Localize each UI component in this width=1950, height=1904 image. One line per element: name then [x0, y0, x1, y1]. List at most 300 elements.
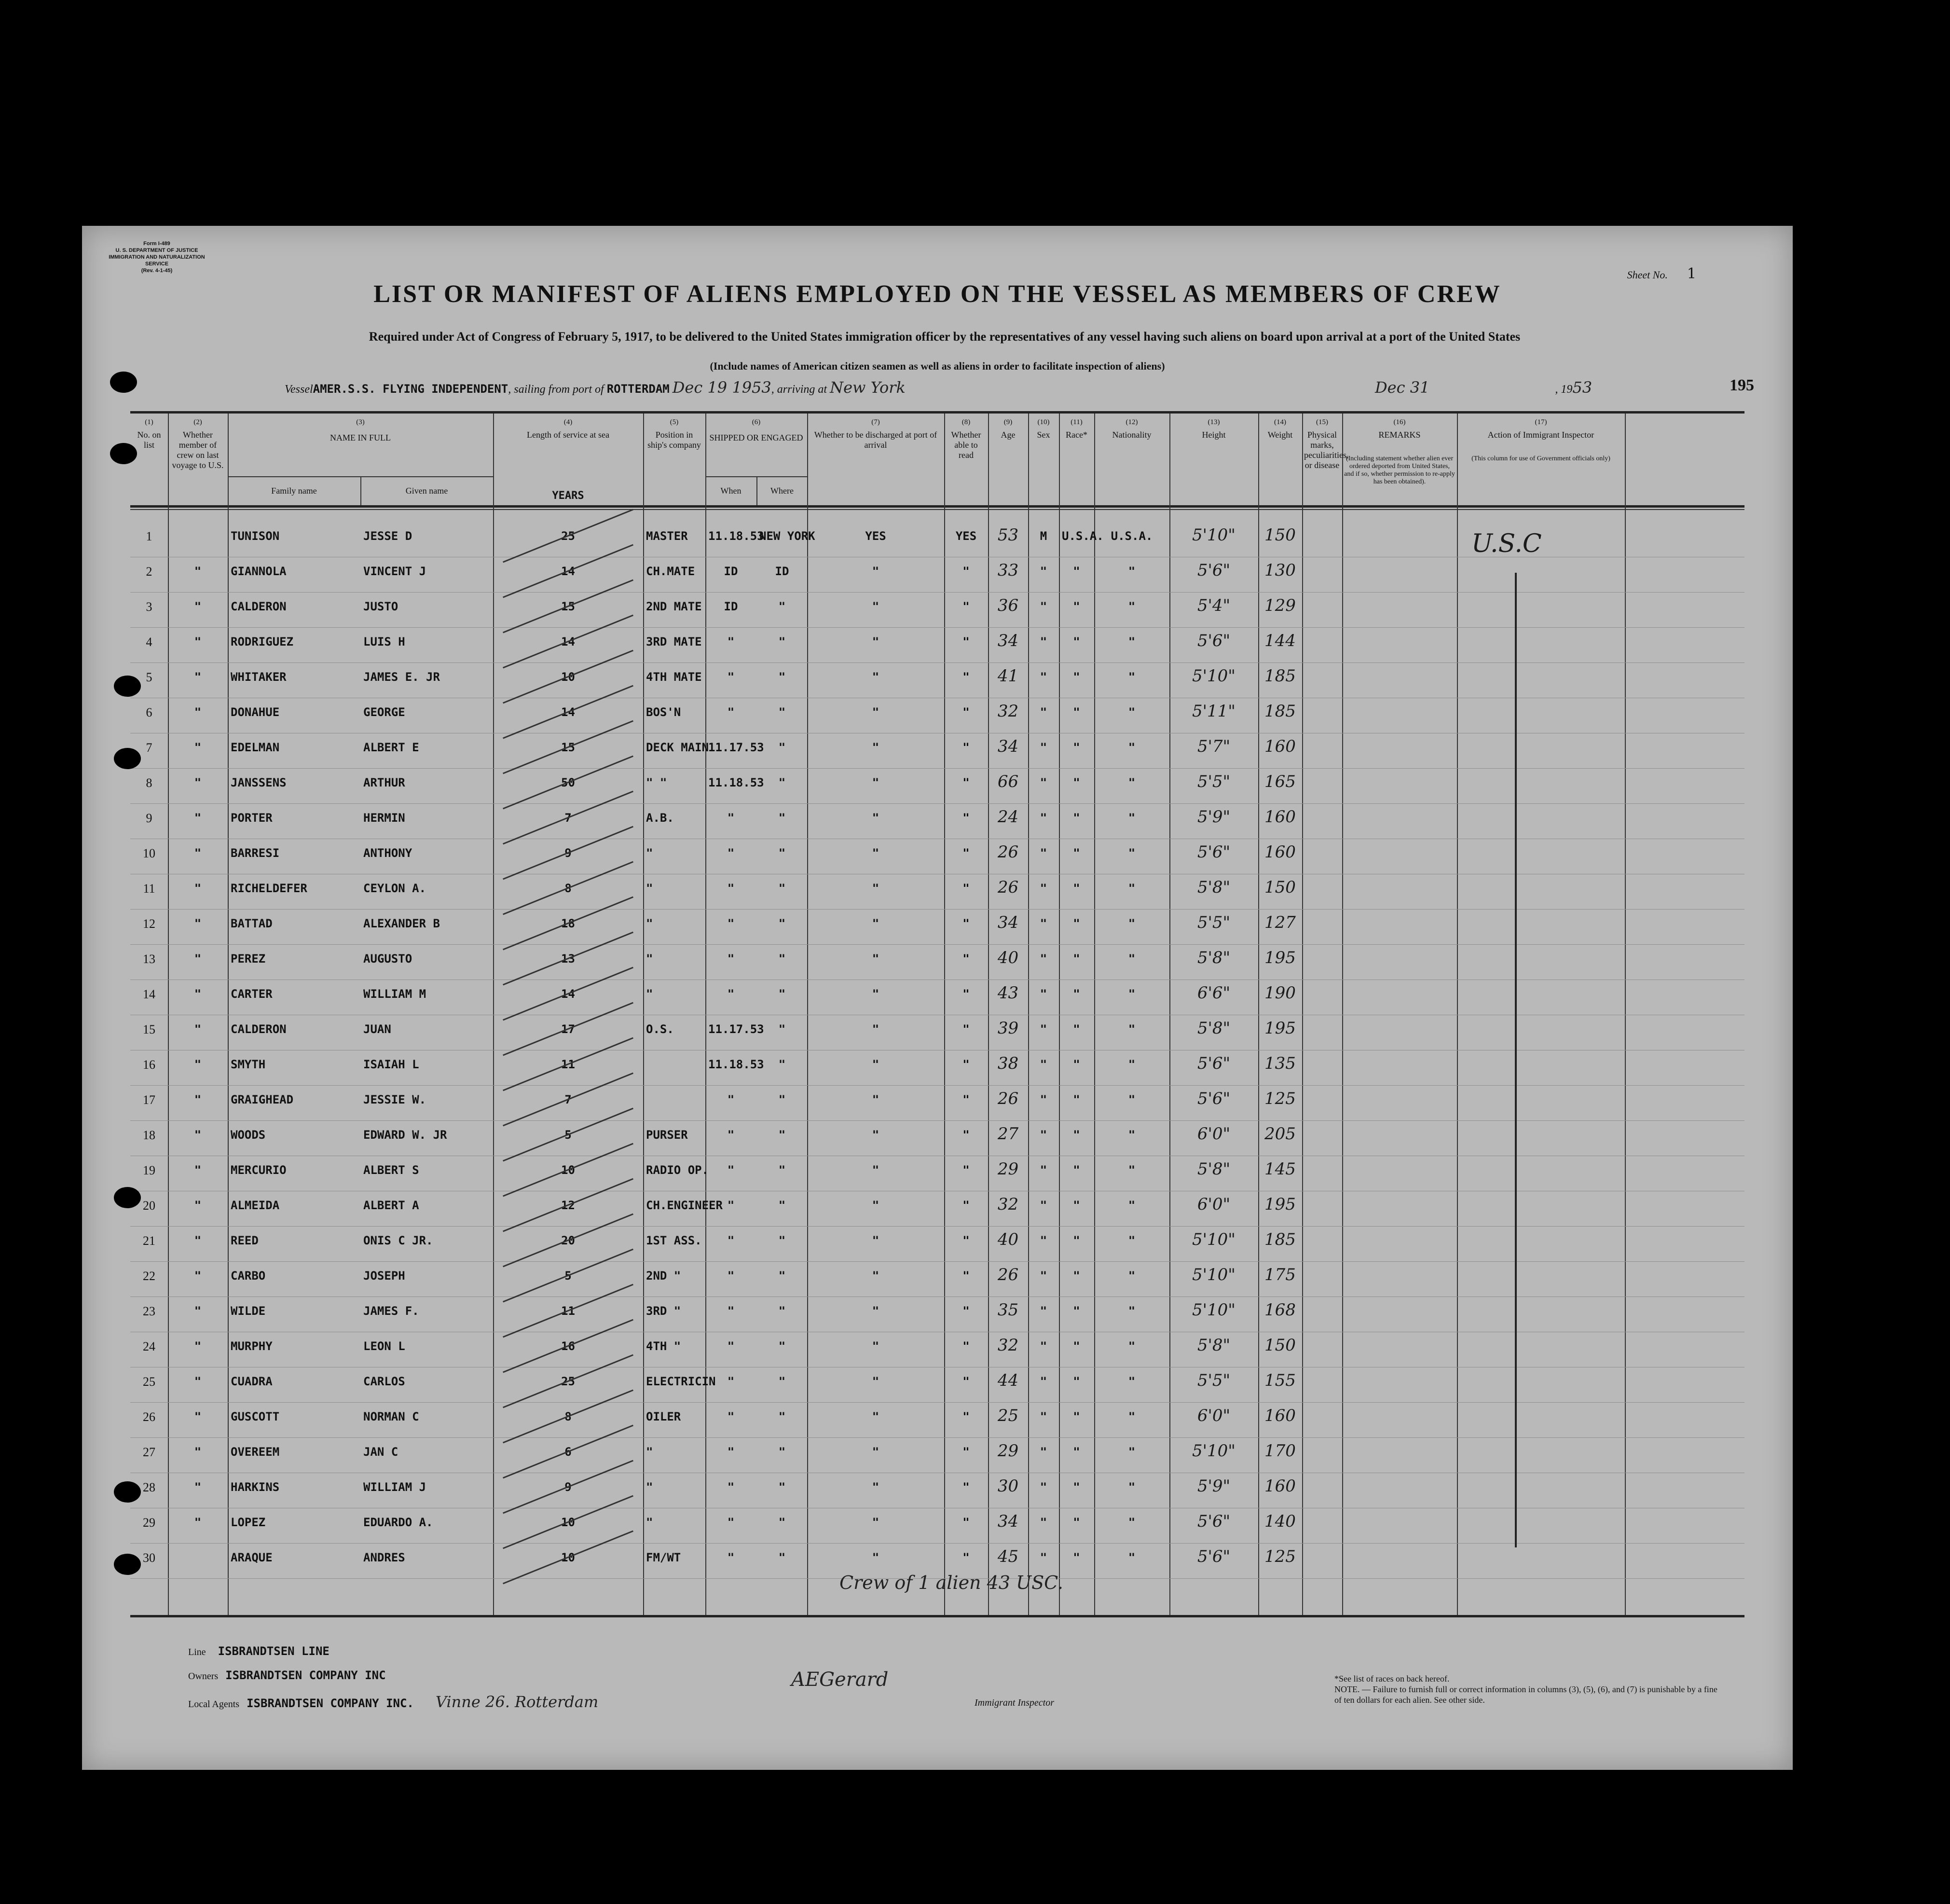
column-header: REMARKS	[1378, 430, 1421, 440]
cell-where: "	[778, 1163, 786, 1177]
column-divider	[1028, 414, 1029, 1615]
cell-nat: "	[1128, 1163, 1136, 1177]
cell-where: ID	[775, 565, 789, 578]
cell-age: 24	[997, 807, 1019, 827]
column-header: No. on list	[137, 430, 161, 450]
cell-where: "	[778, 600, 786, 613]
cell-sex: "	[1040, 846, 1047, 860]
cell-nat: "	[1128, 1269, 1136, 1283]
cell-age: 33	[997, 561, 1019, 580]
cell-last: "	[194, 1022, 202, 1036]
cell-position: 3RD "	[646, 1304, 681, 1318]
cell-position: "	[646, 1516, 653, 1529]
cell-height: 5'6"	[1197, 1089, 1231, 1108]
cell-family: MERCURIO	[231, 1163, 287, 1177]
cell-given: GEORGE	[363, 705, 405, 719]
cell-nat: "	[1128, 1551, 1136, 1564]
column-number: (7)	[871, 418, 880, 426]
cell-height: 5'8"	[1197, 1019, 1231, 1038]
cell-last: "	[194, 1516, 202, 1529]
column-divider	[1059, 414, 1060, 1615]
column-number: (14)	[1274, 418, 1286, 426]
cell-where: "	[778, 1269, 786, 1283]
cell-no: 10	[143, 846, 155, 860]
cell-no: 27	[143, 1445, 155, 1459]
cell-disch: YES	[865, 529, 886, 543]
cell-when: "	[727, 846, 735, 860]
cell-last: "	[194, 1269, 202, 1283]
cell-race: "	[1073, 1093, 1080, 1106]
cell-race: "	[1073, 1480, 1080, 1494]
cell-years: 17	[561, 1022, 575, 1036]
column-header: SHIPPED OR ENGAGED	[709, 433, 803, 442]
cell-given: ALBERT A	[363, 1199, 419, 1212]
cell-when: 11.18.53	[708, 529, 764, 543]
cell-disch: "	[872, 776, 879, 789]
cell-years: 20	[561, 1234, 575, 1247]
column-divider	[944, 414, 945, 1615]
cell-years: 18	[561, 917, 575, 930]
cell-position: " "	[646, 776, 667, 789]
cell-where: "	[778, 776, 786, 789]
cell-sex: "	[1040, 565, 1047, 578]
row-rule	[130, 909, 1744, 910]
cell-family: RICHELDEFER	[231, 882, 307, 895]
cell-sex: "	[1040, 952, 1047, 966]
cell-age: 40	[997, 948, 1019, 967]
cell-where: "	[778, 846, 786, 860]
cell-race: "	[1073, 1445, 1080, 1459]
cell-where: "	[778, 882, 786, 895]
cell-sex: "	[1040, 741, 1047, 754]
cell-sex: "	[1040, 811, 1047, 825]
row-rule	[130, 1402, 1744, 1403]
column-header: Action of Immigrant Inspector	[1487, 430, 1594, 440]
cell-race: "	[1073, 1058, 1080, 1071]
column-header: Physical marks, peculiarities, or disease	[1304, 430, 1349, 470]
agents-place: Vinne 26. Rotterdam	[435, 1693, 599, 1711]
cell-when: "	[727, 952, 735, 966]
cell-read: "	[962, 1410, 970, 1423]
cell-read: "	[962, 1269, 970, 1283]
column-number: (2)	[193, 418, 202, 426]
cell-weight: 175	[1264, 1265, 1296, 1284]
cell-age: 25	[997, 1406, 1019, 1425]
cell-nat: "	[1128, 705, 1136, 719]
row-rule	[130, 1120, 1744, 1121]
cell-position: CH.MATE	[646, 565, 695, 578]
cell-last: "	[194, 1410, 202, 1423]
cell-where: "	[778, 1093, 786, 1106]
cell-weight: 144	[1264, 631, 1296, 650]
cell-family: LOPEZ	[231, 1516, 266, 1529]
cell-disch: "	[872, 741, 879, 754]
cell-nat: "	[1128, 1480, 1136, 1494]
cell-disch: "	[872, 1093, 879, 1106]
cell-position: "	[646, 1445, 653, 1459]
column-divider	[1302, 414, 1303, 1615]
cell-disch: "	[872, 882, 879, 895]
cell-position: PURSER	[646, 1128, 688, 1142]
cell-sex: "	[1040, 1093, 1047, 1106]
cell-no: 3	[146, 600, 152, 614]
cell-nat: "	[1128, 1199, 1136, 1212]
cell-family: REED	[231, 1234, 259, 1247]
manifest-sheet	[82, 226, 1793, 1770]
cell-height: 5'10"	[1192, 1300, 1236, 1320]
column-header: Race*	[1066, 430, 1087, 440]
cell-when: "	[727, 705, 735, 719]
cell-position: "	[646, 882, 653, 895]
cell-age: 32	[997, 1195, 1019, 1214]
cell-family: ARAQUE	[231, 1551, 273, 1564]
cell-years: 10	[561, 1516, 575, 1529]
arriving-label: , arriving at	[771, 383, 827, 396]
column-note: (Including statement whether alien ever ordered deported from United States, and if so, whether permission to re-apply has been obtained).	[1344, 455, 1455, 485]
cell-race: "	[1073, 1128, 1080, 1142]
cell-disch: "	[872, 1445, 879, 1459]
footnote	[1334, 1673, 1720, 1705]
column-number: (13)	[1208, 418, 1220, 426]
cell-race: "	[1073, 635, 1080, 648]
page-number: 195	[1730, 376, 1754, 394]
cell-no: 28	[143, 1480, 155, 1494]
cell-when: "	[727, 1339, 735, 1353]
cell-years: 15	[561, 600, 575, 613]
cell-weight: 195	[1264, 1019, 1296, 1038]
cell-given: EDWARD W. JR	[363, 1128, 447, 1142]
cell-weight: 135	[1264, 1054, 1296, 1073]
cell-no: 12	[143, 917, 155, 931]
cell-given: LEON L	[363, 1339, 405, 1353]
cell-sex: "	[1040, 1339, 1047, 1353]
cell-read: "	[962, 741, 970, 754]
cell-disch: "	[872, 1163, 879, 1177]
cell-no: 4	[146, 635, 152, 649]
cell-when: "	[727, 635, 735, 648]
cell-position: BOS'N	[646, 705, 681, 719]
cell-years: 14	[561, 987, 575, 1001]
cell-read: "	[962, 635, 970, 648]
departure-port: ROTTERDAM	[606, 382, 670, 396]
cell-where: "	[778, 1058, 786, 1071]
cell-height: 5'5"	[1197, 1371, 1231, 1390]
cell-years: 5	[564, 1269, 572, 1283]
cell-given: JUSTO	[363, 600, 398, 613]
cell-weight: 205	[1264, 1124, 1296, 1144]
cell-when: "	[727, 1128, 735, 1142]
cell-sex: "	[1040, 882, 1047, 895]
cell-no: 18	[143, 1128, 155, 1142]
cell-read: "	[962, 1480, 970, 1494]
cell-race: "	[1073, 1375, 1080, 1388]
cell-weight: 168	[1264, 1300, 1296, 1320]
cell-nat: U.S.A.	[1111, 529, 1153, 543]
form-number: Form I-489	[143, 241, 170, 247]
cell-no: 25	[143, 1375, 155, 1389]
column-number: (15)	[1316, 418, 1328, 426]
cell-given: WILLIAM J	[363, 1480, 426, 1494]
cell-last: "	[194, 846, 202, 860]
cell-no: 14	[143, 987, 155, 1001]
cell-age: 32	[997, 702, 1019, 721]
column-header: Position in ship's company	[647, 430, 701, 450]
row-rule	[130, 1543, 1744, 1544]
cell-given: JESSIE W.	[363, 1093, 426, 1106]
cell-given: ALEXANDER B	[363, 917, 440, 930]
cell-read: "	[962, 1304, 970, 1318]
cell-given: HERMIN	[363, 811, 405, 825]
cell-age: 66	[997, 772, 1019, 791]
cell-disch: "	[872, 987, 879, 1001]
cell-read: "	[962, 952, 970, 966]
cell-family: BATTAD	[231, 917, 273, 930]
summary-note: Crew of 1 alien 43 USC.	[839, 1572, 1063, 1593]
cell-height: 6'0"	[1197, 1195, 1231, 1214]
cell-height: 6'6"	[1197, 983, 1231, 1003]
cell-height: 5'10"	[1192, 1230, 1236, 1249]
cell-family: PORTER	[231, 811, 273, 825]
cell-years: 10	[561, 1551, 575, 1564]
cell-disch: "	[872, 705, 879, 719]
column-divider	[1258, 414, 1259, 1615]
cell-last: "	[194, 882, 202, 895]
cell-weight: 150	[1264, 525, 1296, 545]
cell-last: "	[194, 1163, 202, 1177]
cell-race: "	[1073, 565, 1080, 578]
cell-last: "	[194, 705, 202, 719]
cell-where: "	[778, 987, 786, 1001]
cell-age: 30	[997, 1476, 1019, 1496]
cell-race: "	[1073, 1022, 1080, 1036]
cell-given: ANTHONY	[363, 846, 412, 860]
cell-when: "	[727, 1480, 735, 1494]
cell-given: ONIS C JR.	[363, 1234, 433, 1247]
cell-age: 39	[997, 1019, 1019, 1038]
cell-weight: 170	[1264, 1441, 1296, 1461]
cell-disch: "	[872, 1480, 879, 1494]
line-label: Line	[188, 1647, 206, 1657]
column-divider	[643, 414, 644, 1615]
cell-given: EDUARDO A.	[363, 1516, 433, 1529]
cell-position: DECK MAIN	[646, 741, 709, 754]
cell-last: "	[194, 811, 202, 825]
cell-years: 25	[561, 1375, 575, 1388]
cell-no: 5	[146, 670, 152, 684]
row-rule	[130, 1226, 1744, 1227]
cell-nat: "	[1128, 917, 1136, 930]
column-number: (4)	[563, 418, 573, 426]
cell-no: 7	[146, 741, 152, 755]
cell-given: JAN C	[363, 1445, 398, 1459]
cell-family: CARTER	[231, 987, 273, 1001]
cell-years: 7	[564, 811, 572, 825]
cell-age: 26	[997, 1265, 1019, 1284]
cell-nat: "	[1128, 987, 1136, 1001]
cell-where: "	[778, 741, 786, 754]
cell-position: 1ST ASS.	[646, 1234, 702, 1247]
subnote: (Include names of American citizen seamen as well as aliens in order to facilitate inspection of aliens)	[710, 360, 1165, 372]
column-divider	[168, 414, 169, 1615]
sheet-label: Sheet No.	[1627, 269, 1668, 281]
cell-no: 6	[146, 705, 152, 719]
cell-no: 19	[143, 1163, 155, 1177]
cell-age: 41	[997, 666, 1019, 686]
cell-read: "	[962, 776, 970, 789]
cell-disch: "	[872, 952, 879, 966]
cell-disch: "	[872, 1234, 879, 1247]
cell-position: OILER	[646, 1410, 681, 1423]
cell-given: JUAN	[363, 1022, 391, 1036]
cell-disch: "	[872, 1199, 879, 1212]
cell-last: "	[194, 952, 202, 966]
cell-no: 24	[143, 1339, 155, 1353]
cell-no: 16	[143, 1058, 155, 1072]
cell-no: 9	[146, 811, 152, 825]
cell-height: 5'10"	[1192, 1265, 1236, 1284]
column-header: Weight	[1267, 430, 1293, 440]
punch-hole	[110, 443, 137, 464]
cell-age: 29	[997, 1441, 1019, 1461]
cell-disch: "	[872, 1269, 879, 1283]
cell-no: 8	[146, 776, 152, 790]
cell-race: "	[1073, 776, 1080, 789]
cell-disch: "	[872, 846, 879, 860]
cell-nat: "	[1128, 1516, 1136, 1529]
inspector-mark: U.S.C	[1471, 529, 1542, 558]
cell-weight: 160	[1264, 1406, 1296, 1425]
column-divider	[493, 414, 494, 1615]
cell-weight: 145	[1264, 1159, 1296, 1179]
cell-weight: 127	[1264, 913, 1296, 932]
cell-given: CARLOS	[363, 1375, 405, 1388]
vessel-line	[285, 378, 906, 397]
cell-sex: "	[1040, 1199, 1047, 1212]
inspector-label: Immigrant Inspector	[975, 1697, 1054, 1708]
cell-nat: "	[1128, 811, 1136, 825]
cell-family: PEREZ	[231, 952, 266, 966]
cell-read: "	[962, 1093, 970, 1106]
cell-last: "	[194, 1234, 202, 1247]
cell-last: "	[194, 1128, 202, 1142]
column-number: (10)	[1037, 418, 1050, 426]
column-divider	[1094, 414, 1095, 1615]
cell-nat: "	[1128, 882, 1136, 895]
cell-age: 43	[997, 983, 1019, 1003]
cell-when: "	[727, 1199, 735, 1212]
cell-last: "	[194, 1304, 202, 1318]
cell-no: 13	[143, 952, 155, 966]
cell-given: JAMES E. JR	[363, 670, 440, 684]
column-note: (This column for use of Government officials only)	[1471, 455, 1610, 462]
cell-when: "	[727, 1410, 735, 1423]
cell-family: WILDE	[231, 1304, 266, 1318]
cell-last: "	[194, 565, 202, 578]
header-rule	[130, 505, 1744, 508]
cell-family: CUADRA	[231, 1375, 273, 1388]
cell-sex: "	[1040, 1058, 1047, 1071]
cell-when: "	[727, 1516, 735, 1529]
cell-height: 5'10"	[1192, 525, 1236, 545]
cell-last: "	[194, 1480, 202, 1494]
column-number: (12)	[1126, 418, 1138, 426]
row-rule	[130, 768, 1744, 769]
cell-family: CALDERON	[231, 600, 287, 613]
subtitle: Required under Act of Congress of February 5, 1917, to be delivered to the United States immigration officer by the representatives of any vessel having such aliens on board upon arrival at a port of the United States	[369, 330, 1521, 344]
cell-read: YES	[955, 529, 977, 543]
column-header: Sex	[1037, 430, 1050, 440]
cell-race: "	[1073, 917, 1080, 930]
sailing-label: , sailing from port of	[508, 383, 604, 396]
vessel-label: Vessel	[285, 383, 313, 396]
row-rule	[130, 944, 1744, 945]
cell-when: 11.17.53	[708, 741, 764, 754]
cell-where: "	[778, 1375, 786, 1388]
cell-read: "	[962, 1022, 970, 1036]
cell-years: 25	[561, 529, 575, 543]
cell-position: 4TH MATE	[646, 670, 702, 684]
cell-years: 14	[561, 635, 575, 648]
cell-age: 34	[997, 737, 1019, 756]
cell-race: "	[1073, 1163, 1080, 1177]
cell-read: "	[962, 882, 970, 895]
cell-family: GUSCOTT	[231, 1410, 280, 1423]
subheader-label: Where	[770, 486, 794, 496]
cell-read: "	[962, 565, 970, 578]
cell-years: 15	[561, 741, 575, 754]
cell-family: GIANNOLA	[231, 565, 287, 578]
cell-age: 34	[997, 913, 1019, 932]
column-divider	[807, 414, 808, 1615]
cell-disch: "	[872, 1410, 879, 1423]
cell-family: GRAIGHEAD	[231, 1093, 294, 1106]
line-row	[188, 1644, 330, 1658]
cell-race: "	[1073, 987, 1080, 1001]
cell-when: "	[727, 1163, 735, 1177]
service: IMMIGRATION AND NATURALIZATION SERVICE	[109, 254, 205, 267]
cell-height: 5'7"	[1197, 737, 1231, 756]
cell-no: 23	[143, 1304, 155, 1318]
cell-age: 34	[997, 1512, 1019, 1531]
arrival-date-block	[1375, 378, 1592, 397]
cell-years: 6	[564, 1445, 572, 1459]
cell-sex: "	[1040, 1410, 1047, 1423]
cell-weight: 125	[1264, 1089, 1296, 1108]
cell-sex: M	[1040, 529, 1047, 543]
cell-disch: "	[872, 1516, 879, 1529]
cell-family: EDELMAN	[231, 741, 280, 754]
cell-height: 5'5"	[1197, 772, 1231, 791]
cell-race: "	[1073, 811, 1080, 825]
subheader-label: Given name	[405, 486, 448, 496]
cell-sex: "	[1040, 917, 1047, 930]
cell-last: "	[194, 600, 202, 613]
cell-sex: "	[1040, 776, 1047, 789]
inspector-vertical-line	[1515, 573, 1517, 1547]
cell-disch: "	[872, 1304, 879, 1318]
cell-sex: "	[1040, 1234, 1047, 1247]
cell-position: O.S.	[646, 1022, 674, 1036]
agents-row	[188, 1693, 598, 1711]
cell-no: 22	[143, 1269, 155, 1283]
cell-position: CH.ENGINEER	[646, 1199, 723, 1212]
cell-age: 45	[997, 1547, 1019, 1566]
cell-last: "	[194, 1445, 202, 1459]
footnote-races: *See list of races on back hereof.	[1334, 1674, 1450, 1683]
cell-last: "	[194, 635, 202, 648]
cell-sex: "	[1040, 1551, 1047, 1564]
row-rule	[130, 1437, 1744, 1438]
